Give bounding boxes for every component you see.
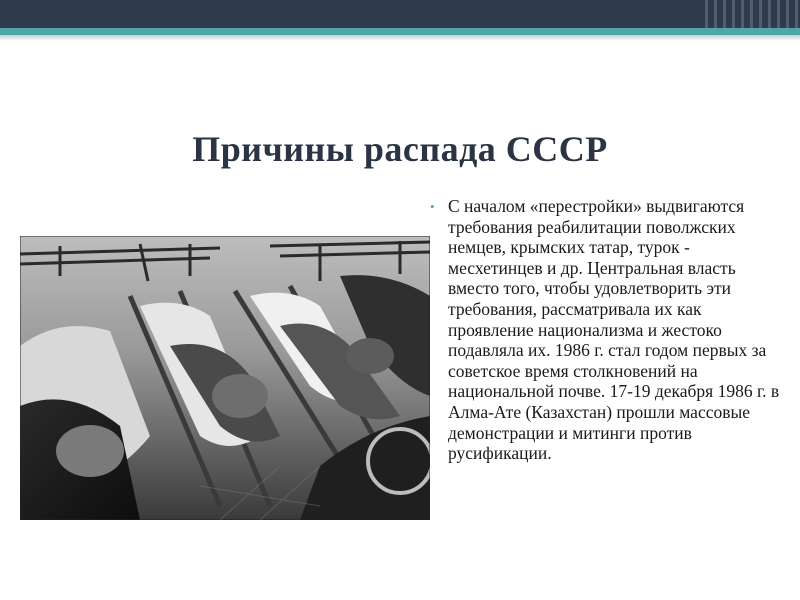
- header-shadow: [0, 35, 800, 41]
- photo-image: [20, 236, 430, 520]
- header-stripes: [705, 0, 800, 28]
- bullet-icon: •: [430, 199, 435, 214]
- historical-photo: [20, 236, 430, 520]
- header-accent-line: [0, 28, 800, 35]
- header-band: [0, 0, 800, 28]
- slide-title: Причины распада СССР: [192, 129, 608, 169]
- bullet-list: [428, 196, 783, 464]
- bullet-text: С началом «перестройки» выдвигаются требования реабилитации поволжских немцев, крымских татар, турок - месхетинцев и др. Центральная власть вместо того, чтобы удовлетворить эти требования, рассматривала их как проявление национализма и жестоко подавляла их. 1986 г. стал годом первых за советское время столкновений на национальной почве. 17-19 декабря 1986 г. в Алма-Ате (Казахстан) прошли массовые демонстрации и митинги против русификации.: [448, 196, 780, 464]
- list-item: [428, 196, 783, 464]
